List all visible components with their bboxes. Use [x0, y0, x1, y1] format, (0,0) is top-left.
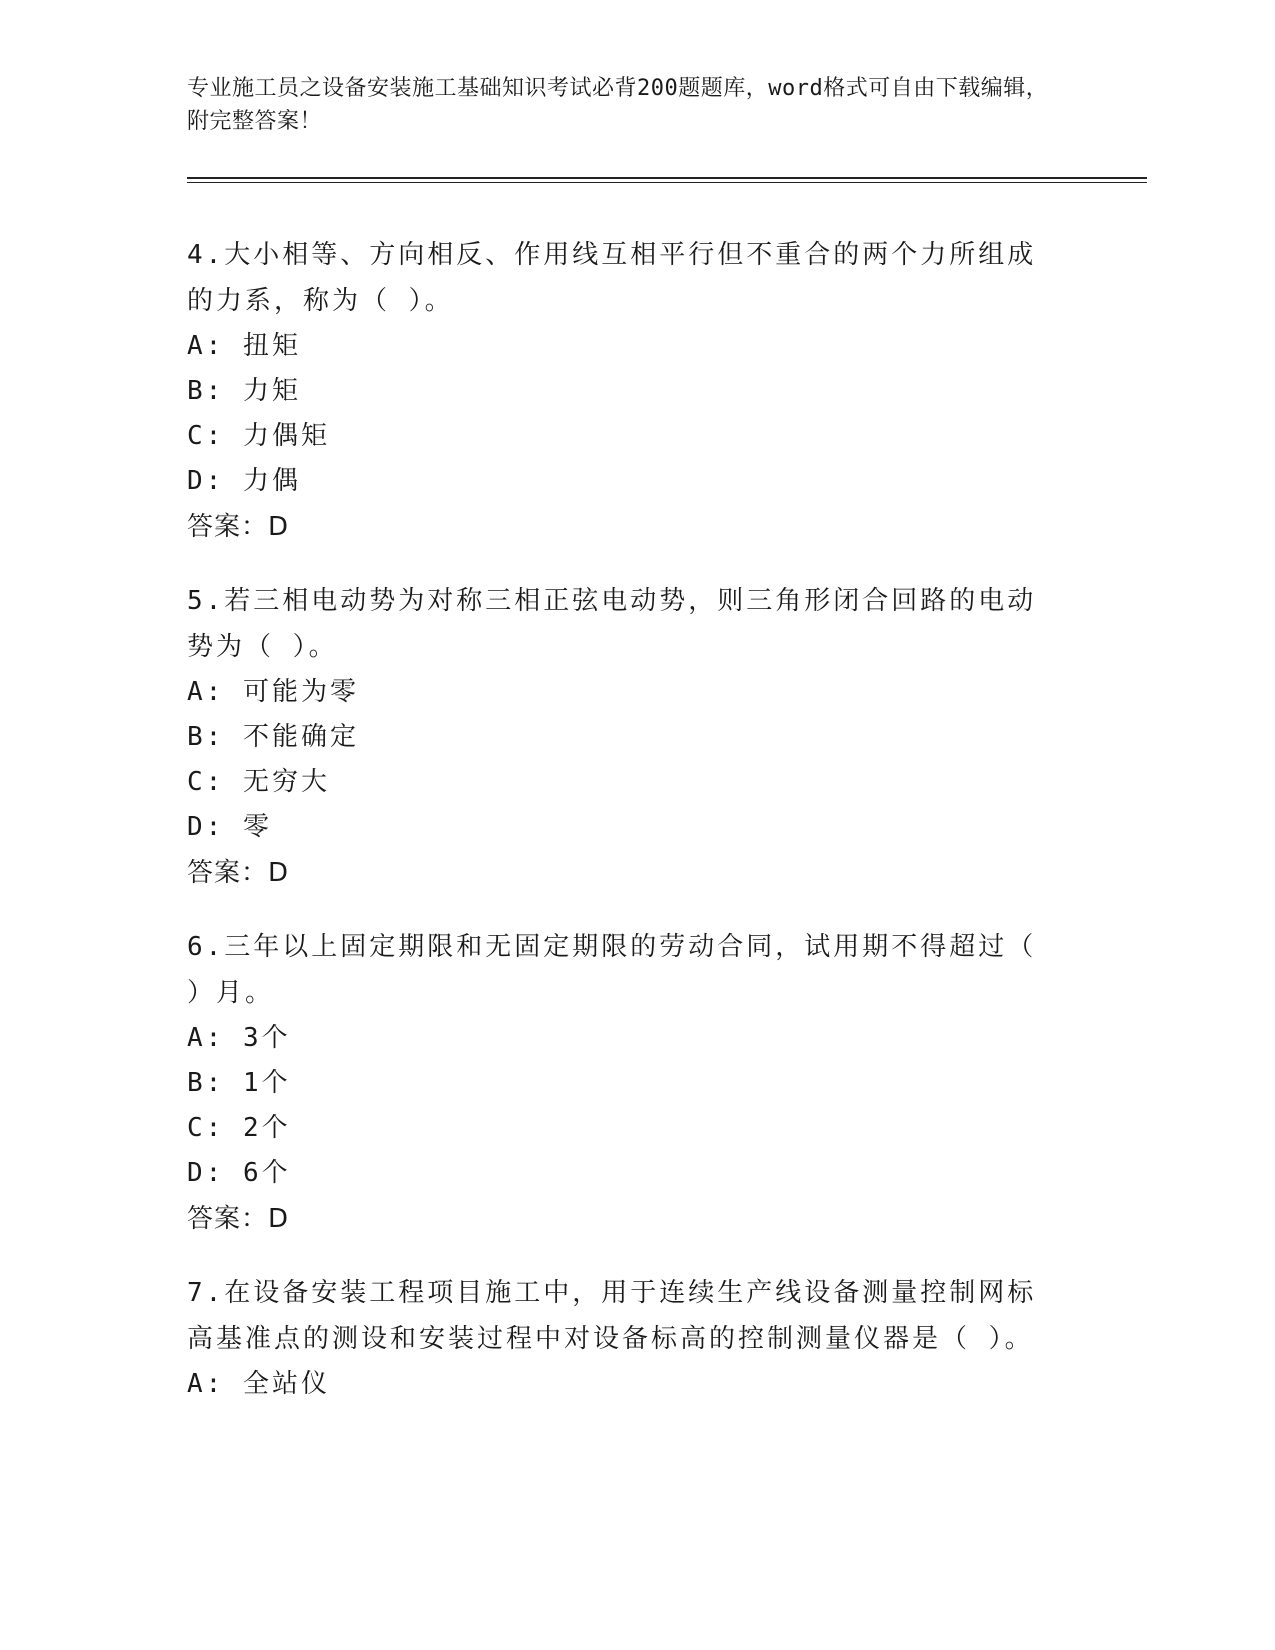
document-header: 专业施工员之设备安装施工基础知识考试必背200题题库，word格式可自由下载编辑，附完整答案！	[187, 76, 1049, 134]
divider-line-top	[187, 177, 1147, 179]
question-item	[187, 232, 1147, 550]
question-stem: 5.若三相电动势为对称三相正弦电动势，则三角形闭合回路的电动势为（ ）。	[187, 586, 1037, 662]
question-stem: 7.在设备安装工程项目施工中，用于连续生产线设备测量控制网标高基准点的测设和安装过程中对设备标高的控制测量仪器是（ ）。	[187, 1278, 1037, 1354]
option-c: C: 2个	[187, 1113, 291, 1143]
divider-line-bottom	[187, 182, 1147, 183]
option-c: C: 无穷大	[187, 767, 330, 797]
question-stem: 4.大小相等、方向相反、作用线互相平行但不重合的两个力所组成的力系，称为（ ）。	[187, 240, 1037, 316]
answer-line: 答案：D	[187, 512, 290, 542]
option-d: D: 力偶	[187, 466, 301, 496]
question-list	[187, 232, 1147, 1435]
question-item	[187, 924, 1147, 1242]
option-a: A: 3个	[187, 1023, 291, 1053]
header-divider	[187, 177, 1147, 183]
option-d: D: 零	[187, 812, 272, 842]
question-item	[187, 1270, 1147, 1407]
answer-line: 答案：D	[187, 858, 290, 888]
answer-line: 答案：D	[187, 1204, 290, 1234]
option-b: B: 不能确定	[187, 722, 359, 752]
option-d: D: 6个	[187, 1158, 291, 1188]
option-b: B: 力矩	[187, 376, 301, 406]
option-c: C: 力偶矩	[187, 421, 330, 451]
option-b: B: 1个	[187, 1068, 291, 1098]
option-a: A: 可能为零	[187, 677, 359, 707]
document-page	[187, 72, 1147, 1399]
option-a: A: 全站仪	[187, 1369, 330, 1399]
question-stem: 6.三年以上固定期限和无固定期限的劳动合同，试用期不得超过（ ）月。	[187, 932, 1037, 1008]
option-a: A: 扭矩	[187, 331, 301, 361]
question-item	[187, 578, 1147, 896]
